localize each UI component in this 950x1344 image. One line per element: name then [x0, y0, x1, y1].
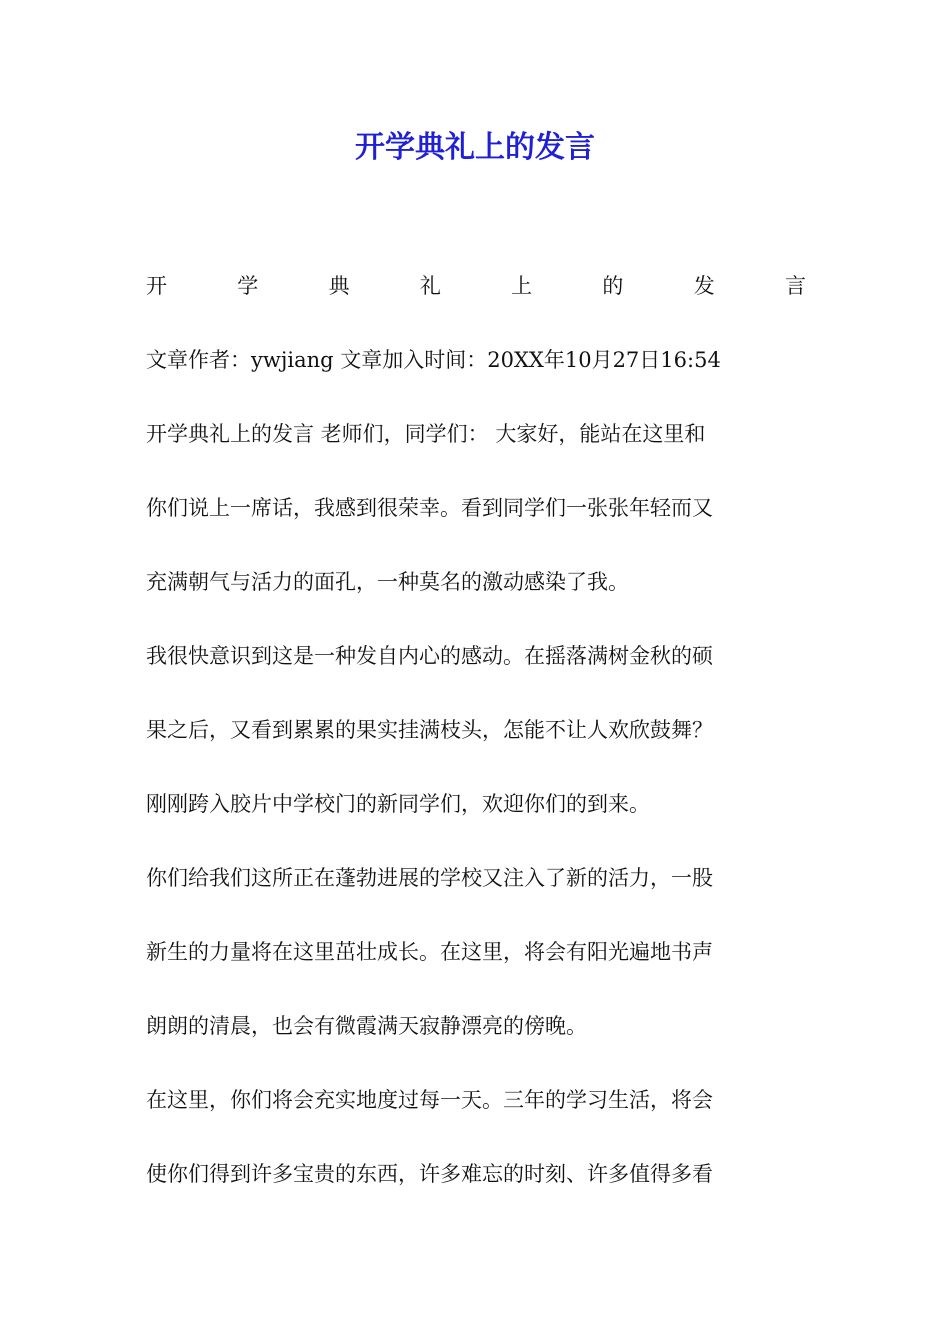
text-line: 你们说上一席话，我感到很荣幸。看到同学们一张张年轻而又	[146, 496, 713, 520]
article-meta: 文章作者：ywjiang 文章加入时间：20XX年10月27日16:54	[146, 348, 721, 372]
text-line: 使你们得到许多宝贵的东西，许多难忘的时刻、许多值得多看	[146, 1162, 713, 1186]
heading-char: 礼	[419, 274, 441, 298]
spaced-heading	[146, 266, 806, 340]
heading-char: 上	[511, 274, 533, 298]
text-line: 新生的力量将在这里茁壮成长。在这里，将会有阳光遍地书声	[146, 940, 713, 964]
text-line: 刚刚跨入胶片中学校门的新同学们，欢迎你们的到来。	[146, 792, 650, 816]
text-line: 开学典礼上的发言 老师们，同学们： 大家好，能站在这里和	[146, 422, 706, 446]
heading-char: 言	[784, 274, 806, 298]
page-title: 开学典礼上的发言	[355, 130, 595, 165]
heading-char: 发	[693, 274, 715, 298]
text-line: 我很快意识到这是一种发自内心的感动。在摇落满树金秋的硕	[146, 644, 713, 668]
heading-char: 典	[328, 274, 350, 298]
heading-char: 的	[602, 274, 624, 298]
document-body	[146, 266, 806, 1228]
text-line: 在这里，你们将会充实地度过每一天。三年的学习生活，将会	[146, 1088, 713, 1112]
heading-char: 开	[146, 274, 167, 298]
heading-char: 学	[237, 274, 259, 298]
text-line: 你们给我们这所正在蓬勃进展的学校又注入了新的活力，一股	[146, 866, 713, 890]
text-line: 朗朗的清晨，也会有微霞满天寂静漂亮的傍晚。	[146, 1014, 587, 1038]
text-line: 果之后，又看到累累的果实挂满枝头，怎能不让人欢欣鼓舞？	[146, 718, 713, 742]
text-line: 充满朝气与活力的面孔，一种莫名的激动感染了我。	[146, 570, 629, 594]
